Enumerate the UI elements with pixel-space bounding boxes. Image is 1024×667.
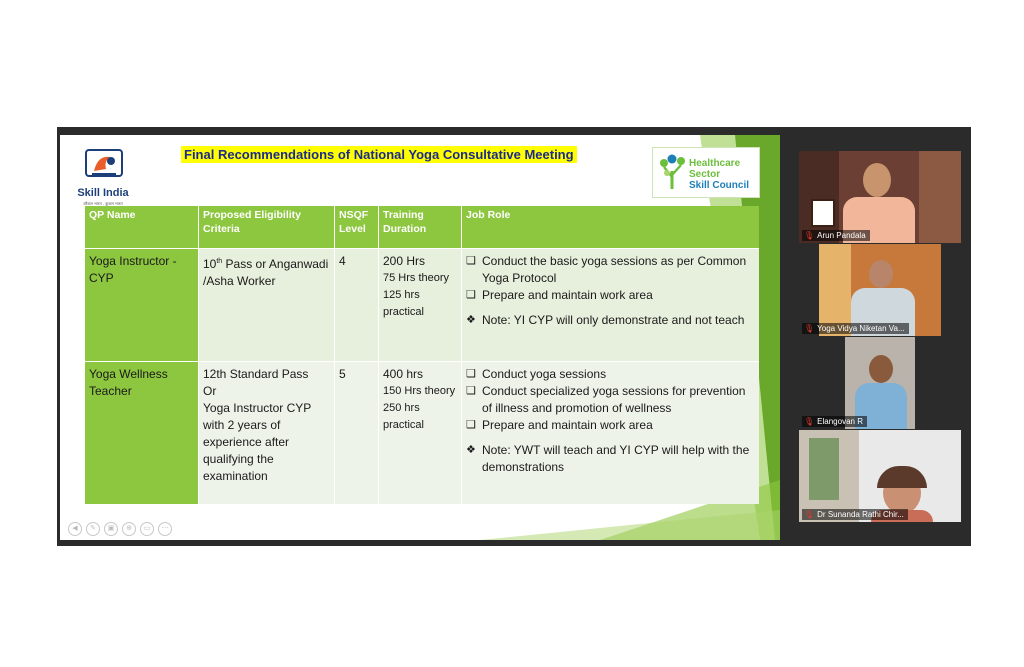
participant-name: Yoga Vidya Niketan Va...	[817, 324, 905, 333]
eligibility-cell	[199, 362, 335, 505]
table-header-row	[85, 206, 759, 249]
table-row	[85, 249, 759, 362]
muted-mic-icon: 🎙	[804, 324, 815, 333]
list-item	[466, 366, 755, 383]
hssc-line-2: Sector	[689, 169, 721, 180]
diamond-bullet-icon: ❖	[466, 444, 476, 456]
note-item	[466, 442, 755, 476]
skill-india-emblem-icon	[84, 149, 124, 181]
slide-title: Final Recommendations of National Yoga Consultative Meeting	[181, 146, 577, 163]
hssc-logo	[652, 147, 760, 198]
zoom-icon[interactable]: ⊕	[122, 522, 136, 536]
checkbox-bullet-icon: ❑	[466, 289, 476, 301]
header-nsqf: NSQF Level	[335, 206, 379, 249]
header-qp-name: QP Name	[85, 206, 199, 249]
participant-tile[interactable]	[799, 244, 961, 336]
muted-mic-icon: 🎙	[804, 510, 815, 519]
job-role-text: Conduct specialized yoga sessions for prevention of illness and promotion of wellness	[482, 384, 746, 415]
eligibility-first: 10	[203, 257, 217, 271]
screen-icon[interactable]: ▭	[140, 522, 154, 536]
muted-mic-icon: 🎙	[804, 417, 815, 426]
eligibility-cell	[199, 249, 335, 362]
duration-total: 400 hrs	[383, 367, 424, 381]
job-role-text: Prepare and maintain work area	[482, 288, 653, 302]
list-item	[466, 253, 755, 287]
eligibility-first: 12th Standard Pass	[203, 367, 309, 381]
duration-practical: 250 hrs practical	[383, 402, 424, 431]
participant-name: Elangovan R	[817, 417, 863, 426]
job-role-cell	[462, 362, 759, 505]
more-options-icon[interactable]: ⋯	[158, 522, 172, 536]
duration-theory: 75 Hrs theory	[383, 272, 450, 284]
shared-slide	[60, 135, 780, 540]
participant-label	[802, 323, 909, 334]
meeting-window	[57, 127, 971, 546]
hssc-line-3: Skill Council	[689, 180, 750, 191]
checkbox-bullet-icon: ❑	[466, 385, 476, 397]
participant-label	[802, 416, 867, 427]
skill-india-tagline: कौशल भारत - कुशल भारत	[83, 201, 123, 206]
hssc-line-1: Healthcare	[689, 158, 741, 169]
duration-cell	[379, 249, 462, 362]
slides-icon[interactable]: ▣	[104, 522, 118, 536]
participant-name: Arun Pandala	[817, 231, 866, 240]
participant-name: Dr Sunanda Rathi Chir...	[817, 510, 904, 519]
checkbox-bullet-icon: ❑	[466, 255, 476, 267]
note-item	[466, 312, 755, 329]
note-text: Note: YI CYP will only demonstrate and not teach	[482, 313, 745, 327]
header-duration: Training Duration	[379, 206, 462, 249]
eligibility-or: Or	[203, 384, 217, 398]
job-role-text: Prepare and maintain work area	[482, 418, 653, 432]
recommendations-table	[84, 206, 759, 504]
slide-toolbar	[68, 522, 172, 536]
job-role-text: Conduct the basic yoga sessions as per Common Yoga Protocol	[482, 254, 747, 285]
healthcare-tree-icon	[657, 153, 687, 191]
qp-name-cell: Yoga Wellness Teacher	[85, 362, 199, 505]
checkbox-bullet-icon: ❑	[466, 368, 476, 380]
skill-india-name: Skill India	[77, 187, 129, 199]
table-row	[85, 362, 759, 505]
list-item	[466, 383, 755, 417]
eligibility-rest: Yoga Instructor CYP with 2 years of experience after qualifying the examination	[203, 401, 312, 483]
duration-total: 200 Hrs	[383, 254, 426, 268]
participant-tile[interactable]	[799, 151, 961, 243]
nsqf-cell: 4	[335, 249, 379, 362]
skill-india-logo	[68, 149, 138, 205]
participant-label	[802, 230, 870, 241]
header-eligibility: Proposed Eligibility Criteria	[199, 206, 335, 249]
participant-tile[interactable]	[799, 430, 961, 522]
participant-tile[interactable]	[799, 337, 961, 429]
muted-mic-icon: 🎙	[804, 231, 815, 240]
duration-theory: 150 Hrs theory	[383, 385, 456, 397]
diamond-bullet-icon: ❖	[466, 314, 476, 326]
eligibility-rest: Pass or Anganwadi /Asha Worker	[203, 257, 329, 288]
note-text: Note: YWT will teach and YI CYP will help with the demonstrations	[482, 443, 750, 474]
header-job-role: Job Role	[462, 206, 759, 249]
job-role-cell	[462, 249, 759, 362]
duration-practical: 125 hrs practical	[383, 289, 424, 318]
qp-name-cell: Yoga Instructor - CYP	[85, 249, 199, 362]
pen-icon[interactable]: ✎	[86, 522, 100, 536]
checkbox-bullet-icon: ❑	[466, 419, 476, 431]
nsqf-cell: 5	[335, 362, 379, 505]
eligibility-sup: th	[216, 258, 223, 265]
previous-slide-icon[interactable]: ◀	[68, 522, 82, 536]
job-role-text: Conduct yoga sessions	[482, 367, 607, 381]
list-item	[466, 417, 755, 434]
participant-label	[802, 509, 908, 520]
duration-cell	[379, 362, 462, 505]
list-item	[466, 287, 755, 304]
